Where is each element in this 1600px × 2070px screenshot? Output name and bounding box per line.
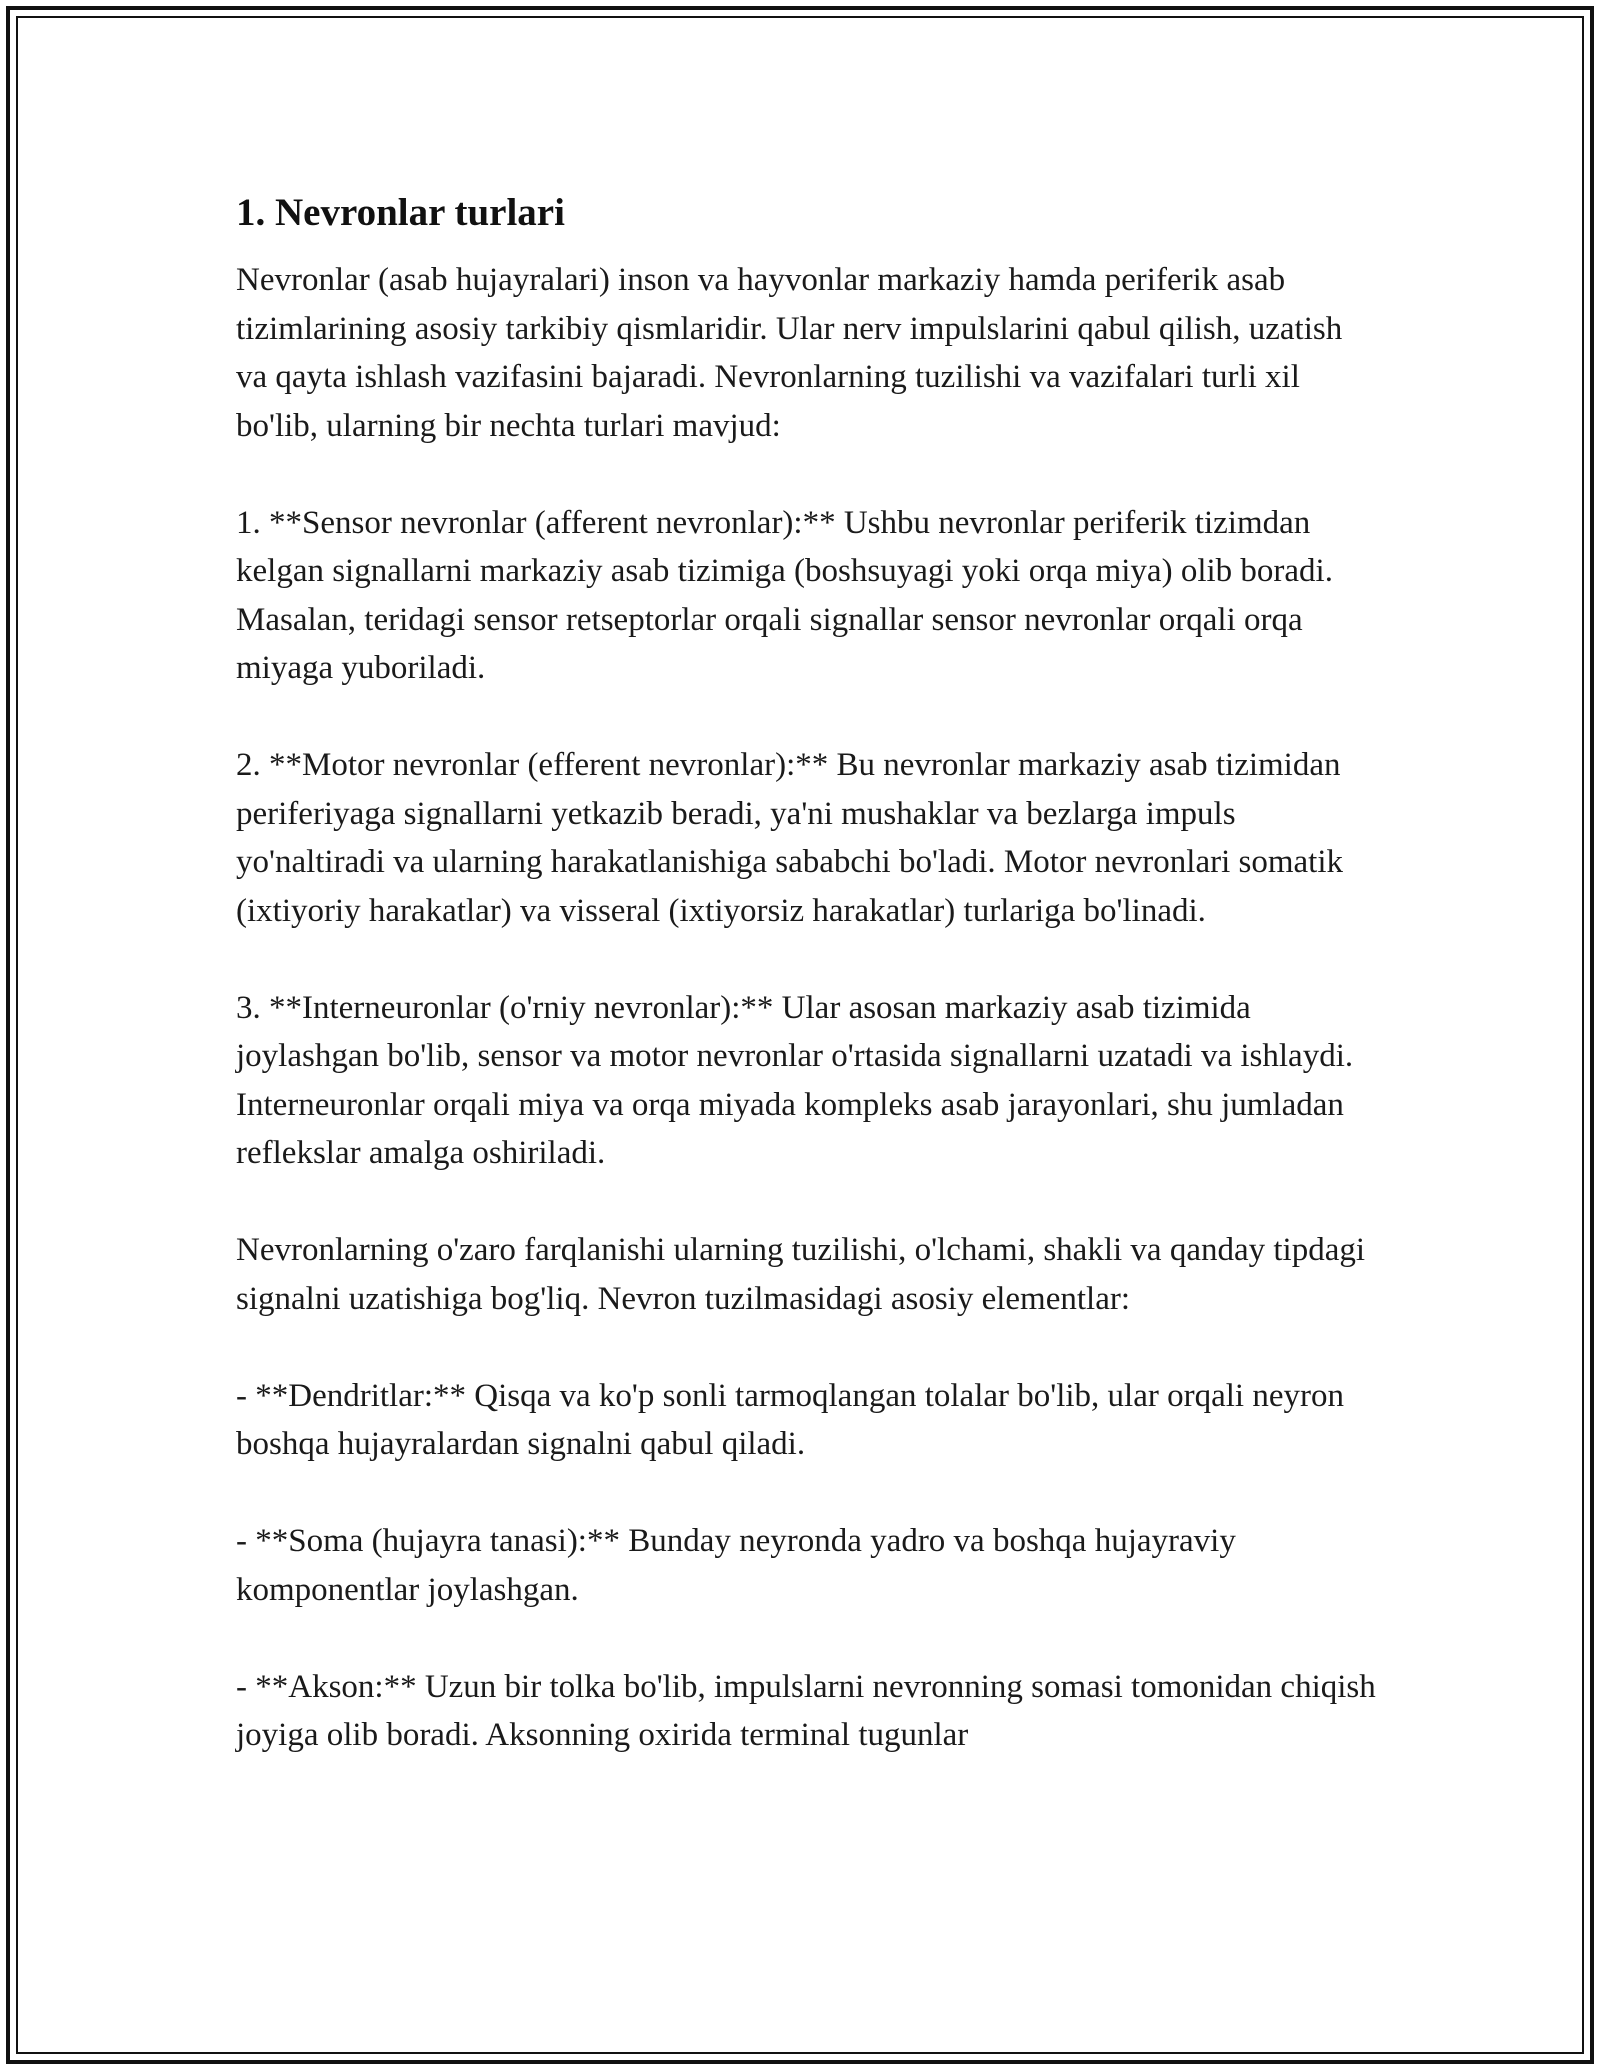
axon-item: - **Akson:** Uzun bir tolka bo'lib, impulslarni nevronning somasi tomonidan chiqish joyiga olib boradi. Aksonning oxirida terminal tugunlar — [236, 1668, 1376, 1753]
section-heading: 1. Nevronlar turlari — [236, 191, 565, 234]
dendrites-item: - **Dendritlar:** Qisqa va ko'p sonli tarmoqlangan tolalar bo'lib, ular orqali neyron boshqa hujayralardan signalni qabul qiladi. — [236, 1377, 1344, 1462]
document-body — [236, 186, 1376, 1760]
soma-item: - **Soma (hujayra tanasi):** Bunday neyronda yadro va boshqa hujayraviy komponentlar joylashgan. — [236, 1523, 1236, 1608]
sensor-neurons-paragraph: 1. **Sensor nevronlar (afferent nevronlar):** Ushbu nevronlar periferik tizimdan kelgan signallarni markaziy asab tizimiga (boshsuyagi yoki orqa miya) olib boradi. Masalan, teridagi sensor retseptorlar orqali signallar sensor nevronlar orqali orqa miyaga yuboriladi. — [236, 504, 1333, 686]
intro-paragraph: Nevronlar (asab hujayralari) inson va hayvonlar markaziy hamda periferik asab tizimlarining asosiy tarkibiy qismlaridir. Ular nerv impulslarini qabul qilish, uzatish va qayta ishlash vazifasini bajaradi. Nevronlarning tuzilishi va vazifalari turli xil bo'lib, ularning bir nechta turlari mavjud: — [236, 262, 1343, 444]
differences-paragraph: Nevronlarning o'zaro farqlanishi ularning tuzilishi, o'lchami, shakli va qanday tipdagi signalni uzatishiga bog'liq. Nevron tuzilmasidagi asosiy elementlar: — [236, 1232, 1366, 1317]
interneurons-paragraph: 3. **Interneuronlar (o'rniy nevronlar):** Ular asosan markaziy asab tizimida joylashgan bo'lib, sensor va motor nevronlar o'rtasida signallarni uzatadi va ishlaydi. Interneuronlar orqali miya va orqa miyada kompleks asab jarayonlari, shu jumladan reflekslar amalga oshiriladi. — [236, 989, 1354, 1171]
motor-neurons-paragraph: 2. **Motor nevronlar (efferent nevronlar):** Bu nevronlar markaziy asab tizimidan periferiyaga signallarni yetkazib beradi, ya'ni mushaklar va bezlarga impuls yo'naltiradi va ularning harakatlanishiga sababchi bo'ladi. Motor nevronlari somatik (ixtiyoriy harakatlar) va visseral (ixtiyorsiz harakatlar) turlariga bo'linadi. — [236, 747, 1343, 929]
